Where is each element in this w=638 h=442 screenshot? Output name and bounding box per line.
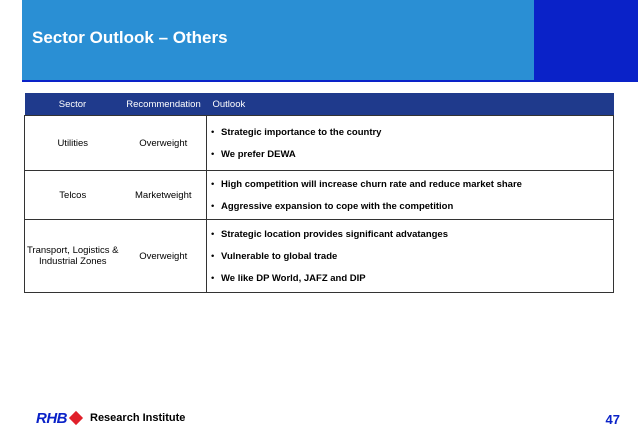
- recommendation-cell: Overweight: [121, 220, 207, 293]
- table-row: [25, 171, 614, 220]
- page-number: 47: [605, 412, 620, 427]
- outlook-cell: [207, 116, 614, 171]
- red-diamond-icon: [69, 411, 83, 425]
- title-divider: [22, 80, 638, 82]
- outlook-cell: [207, 220, 614, 293]
- outlook-bullet: • Strategic location provides significant advatanges: [211, 228, 449, 240]
- outlook-cell: [207, 171, 614, 220]
- footer-institute-name: Research Institute: [90, 412, 186, 424]
- outlook-bullet: • Aggressive expansion to cope with the competition: [211, 200, 454, 212]
- header-outlook: Outlook: [207, 93, 614, 116]
- accent-block: [534, 0, 638, 80]
- table-header-row: [25, 93, 614, 116]
- outlook-bullet: • Strategic importance to the country: [211, 126, 382, 138]
- outlook-bullet: • Vulnerable to global trade: [211, 250, 338, 262]
- outlook-bullet: • High competition will increase churn rate and reduce market share: [211, 178, 522, 190]
- table-row: [25, 220, 614, 293]
- outlook-bullet: • We prefer DEWA: [211, 148, 296, 160]
- sector-cell: Telcos: [25, 171, 121, 220]
- rhb-logo: RHB: [36, 410, 67, 427]
- slide-title: Sector Outlook – Others: [32, 28, 228, 47]
- sector-cell: Utilities: [25, 116, 121, 171]
- title-bar: [22, 0, 534, 80]
- table-row: [25, 116, 614, 171]
- header-recommendation: Recommendation: [121, 93, 207, 116]
- header-sector: Sector: [25, 93, 121, 116]
- recommendation-cell: Marketweight: [121, 171, 207, 220]
- sector-outlook-table: [24, 93, 614, 293]
- sector-cell: Transport, Logistics & Industrial Zones: [25, 220, 121, 293]
- recommendation-cell: Overweight: [121, 116, 207, 171]
- outlook-bullet: • We like DP World, JAFZ and DIP: [211, 272, 366, 284]
